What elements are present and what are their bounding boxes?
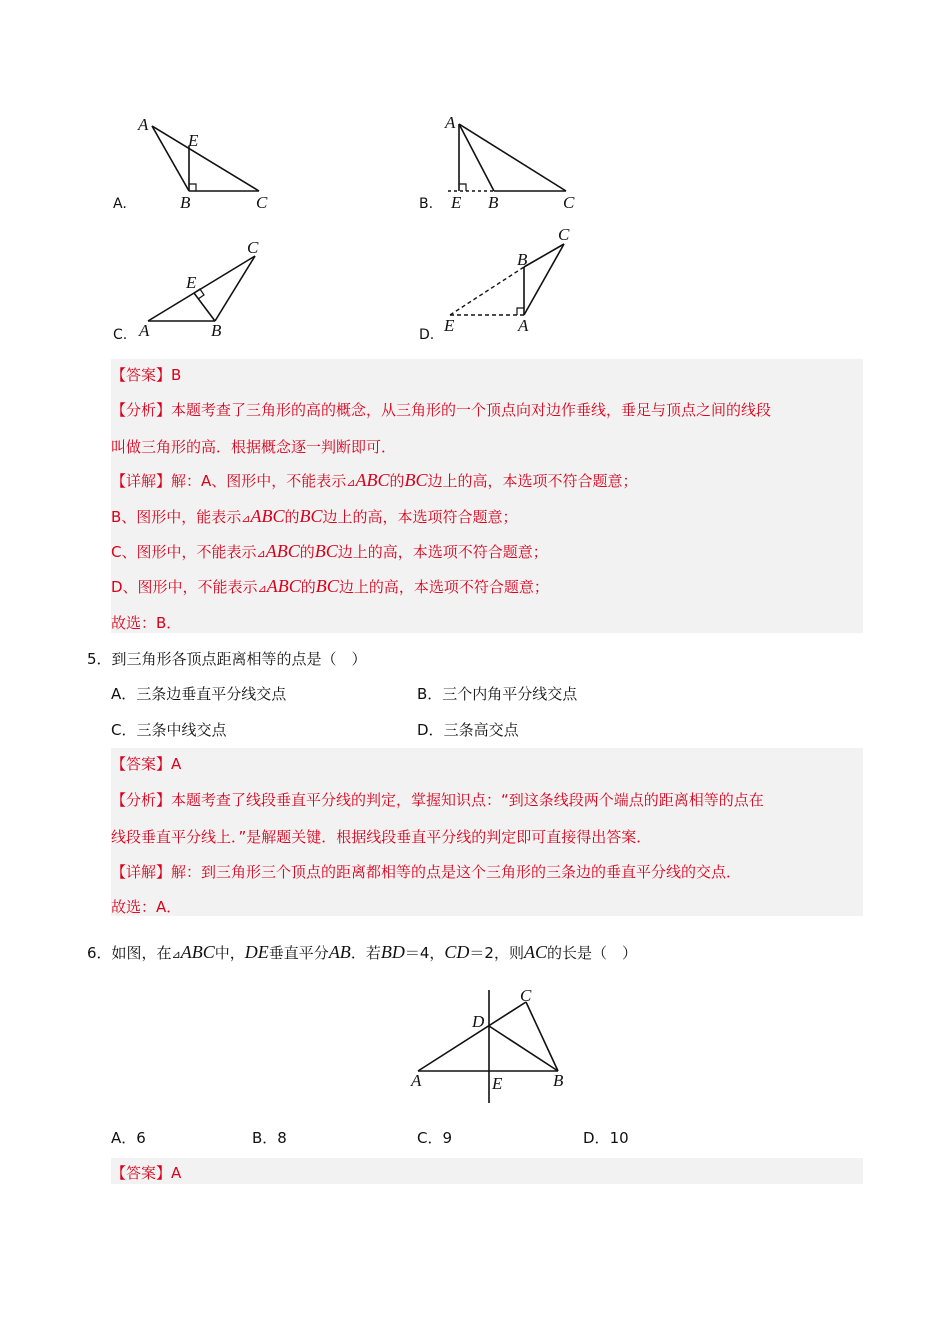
detail-text: 的 xyxy=(299,543,315,561)
option-text: 三条中线交点 xyxy=(136,721,227,739)
stem-text: 垂直平分 xyxy=(268,944,329,962)
stem-text: 如图，在 xyxy=(111,944,172,962)
q5-stem xyxy=(87,648,367,669)
label-b-point: B xyxy=(553,1071,564,1090)
label-e-vertex: E xyxy=(188,131,199,150)
label-b-vertex: B xyxy=(517,250,528,269)
stem-text: 的长是（ ） xyxy=(546,944,637,962)
detail-text: 边上的高，本选项不符合题意； xyxy=(337,543,548,561)
detail-tag: 【详解】 xyxy=(111,863,172,881)
detail-text: B、图形中，能表示 xyxy=(111,508,242,526)
q4-analysis-line-2: 叫做三角形的高．根据概念逐一判断即可． xyxy=(111,438,397,456)
equation-bd: ＝4 xyxy=(404,944,430,962)
q6-option-b[interactable] xyxy=(252,1127,287,1148)
option-text: 三条边垂直平分线交点 xyxy=(136,685,287,703)
math-abc: ABC xyxy=(250,506,285,526)
detail-text: 的 xyxy=(284,508,300,526)
math-abc: ABC xyxy=(180,942,215,962)
q6-answer xyxy=(111,1162,181,1183)
option-text: 6 xyxy=(136,1129,146,1147)
option-text: 三个内角平分线交点 xyxy=(442,685,578,703)
math-bc: BC xyxy=(404,470,428,490)
stem-text: ， xyxy=(429,944,445,962)
math-abc: ABC xyxy=(265,541,300,561)
label-a-point: A xyxy=(411,1071,422,1090)
stem-text: 中， xyxy=(214,944,245,962)
detail-prefix: 解： xyxy=(171,472,202,490)
equation-cd: ＝2 xyxy=(469,944,494,962)
option-letter: B． xyxy=(252,1129,278,1147)
math-bc: BC xyxy=(299,506,323,526)
q4-detail-line-b xyxy=(111,506,518,527)
option-letter: C． xyxy=(417,1129,443,1147)
option-text: 三条高交点 xyxy=(443,721,519,739)
option-d-letter: D. xyxy=(419,327,435,343)
option-d-figure[interactable] xyxy=(416,222,616,347)
q4-conclusion: 故选：B． xyxy=(111,614,182,632)
option-b-figure[interactable] xyxy=(416,112,616,217)
triangle-a-diagram xyxy=(110,112,310,217)
detail-tag: 【详解】 xyxy=(111,472,172,490)
question-text: 到三角形各顶点距离相等的点是（ ） xyxy=(111,650,367,668)
math-cd: CD xyxy=(444,942,470,962)
stem-text: ．若 xyxy=(350,944,381,962)
q6-option-c[interactable] xyxy=(417,1127,452,1148)
label-d-point: D xyxy=(472,1012,485,1031)
triangle-symbol: ⊿ xyxy=(171,948,181,961)
answer-tag: 【答案】 xyxy=(111,755,172,773)
option-letter: A． xyxy=(111,685,137,703)
answer-tag: 【答案】 xyxy=(111,366,172,384)
triangle-c-diagram xyxy=(110,235,310,345)
label-a-vertex: A xyxy=(139,321,150,340)
stem-text: ，则 xyxy=(493,944,524,962)
math-ab: AB xyxy=(328,942,351,962)
label-c-vertex: C xyxy=(256,193,268,212)
analysis-tag: 【分析】 xyxy=(111,791,172,809)
label-a-vertex: A xyxy=(138,115,149,134)
math-de: DE xyxy=(244,942,269,962)
detail-text: A、图形中，不能表示 xyxy=(201,472,347,490)
question-number: 5． xyxy=(87,650,112,668)
label-c-point: C xyxy=(520,986,532,1005)
label-e-vertex: E xyxy=(186,273,197,292)
triangle-symbol: ⊿ xyxy=(256,547,266,560)
math-bd: BD xyxy=(380,942,405,962)
q4-detail-line-c xyxy=(111,541,548,562)
analysis-text: 本题考查了三角形的高的概念，从三角形的一个顶点向对边作垂线，垂足与顶点之间的线段 xyxy=(171,401,772,419)
analysis-text: 本题考查了线段垂直平分线的判定，掌握知识点：“到这条线段两个端点的距离相等的点在 xyxy=(171,791,764,809)
math-bc: BC xyxy=(314,541,338,561)
label-e-point: E xyxy=(492,1074,503,1093)
perpendicular-bisector-diagram xyxy=(400,985,590,1110)
analysis-tag: 【分析】 xyxy=(111,401,172,419)
math-abc: ABC xyxy=(355,470,390,490)
option-text: 10 xyxy=(609,1129,629,1147)
label-a-vertex: A xyxy=(445,113,456,132)
detail-text: 的 xyxy=(389,472,405,490)
q4-analysis-line-1 xyxy=(111,399,771,420)
q5-option-c[interactable] xyxy=(111,719,227,740)
q6-option-d[interactable] xyxy=(583,1127,629,1148)
triangle-symbol: ⊿ xyxy=(241,512,251,525)
label-e-vertex: E xyxy=(451,193,462,212)
q4-answer xyxy=(111,364,181,385)
detail-text: D、图形中，不能表示 xyxy=(111,578,258,596)
answer-value: A xyxy=(171,1164,182,1182)
detail-text: 边上的高，本选项不符合题意； xyxy=(427,472,638,490)
option-letter: B． xyxy=(417,685,443,703)
detail-text: 边上的高，本选项不符合题意； xyxy=(338,578,549,596)
label-e-vertex: E xyxy=(444,316,455,335)
q6-solution-box xyxy=(111,1158,863,1184)
detail-text: 边上的高，本选项符合题意； xyxy=(322,508,518,526)
detail-text: C、图形中，不能表示 xyxy=(111,543,257,561)
q6-option-a[interactable] xyxy=(111,1127,146,1148)
q4-detail-line-a xyxy=(111,470,638,491)
q4-detail-line-d xyxy=(111,576,549,597)
q5-answer xyxy=(111,753,181,774)
label-c-vertex: C xyxy=(247,238,259,257)
label-b-vertex: B xyxy=(180,193,191,212)
option-c-figure[interactable] xyxy=(110,235,310,345)
answer-value: B xyxy=(171,366,182,384)
triangle-b-diagram xyxy=(416,112,616,217)
math-ac: AC xyxy=(523,942,547,962)
q5-option-b[interactable] xyxy=(417,683,577,704)
detail-text: 解：到三角形三个顶点的距离都相等的点是这个三角形的三条边的垂直平分线的交点． xyxy=(171,863,742,881)
option-a-letter: A. xyxy=(113,196,127,212)
label-a-vertex: A xyxy=(518,316,529,335)
math-bc: BC xyxy=(315,576,339,596)
q5-conclusion: 故选：A． xyxy=(111,898,182,916)
q5-detail xyxy=(111,861,741,882)
option-b-letter: B. xyxy=(419,196,434,212)
triangle-symbol: ⊿ xyxy=(346,476,356,489)
triangle-d-diagram xyxy=(416,222,616,347)
q6-stem xyxy=(87,942,637,963)
q5-option-d[interactable] xyxy=(417,719,519,740)
triangle-symbol: ⊿ xyxy=(257,582,267,595)
option-c-letter: C. xyxy=(113,327,128,343)
question-number: 6． xyxy=(87,944,112,962)
option-letter: A． xyxy=(111,1129,137,1147)
q6-figure xyxy=(400,985,590,1110)
option-letter: D． xyxy=(583,1129,610,1147)
option-text: 9 xyxy=(442,1129,453,1147)
q5-option-a[interactable] xyxy=(111,683,286,704)
label-b-vertex: B xyxy=(211,321,222,340)
math-abc: ABC xyxy=(266,576,301,596)
option-text: 8 xyxy=(277,1129,287,1147)
answer-tag: 【答案】 xyxy=(111,1164,172,1182)
option-letter: C． xyxy=(111,721,137,739)
option-a-figure[interactable] xyxy=(110,112,310,217)
label-c-vertex: C xyxy=(558,225,570,244)
answer-value: A xyxy=(171,755,182,773)
label-c-vertex: C xyxy=(563,193,575,212)
label-b-vertex: B xyxy=(488,193,499,212)
q5-analysis-line-1 xyxy=(111,789,764,810)
q5-analysis-line-2: 线段垂直平分线上．”是解题关键．根据线段垂直平分线的判定即可直接得出答案． xyxy=(111,828,652,846)
detail-text: 的 xyxy=(300,578,316,596)
option-letter: D． xyxy=(417,721,444,739)
